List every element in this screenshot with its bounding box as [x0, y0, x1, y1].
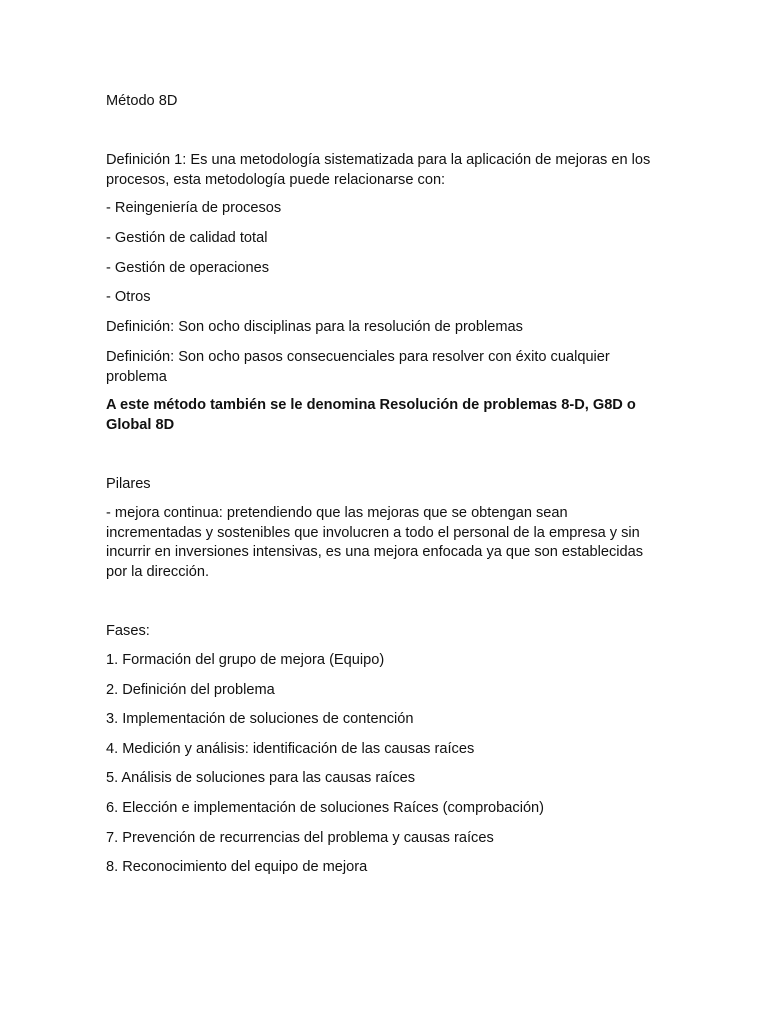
phase-item: 1. Formación del grupo de mejora (Equipo): [106, 652, 385, 668]
phase-item: 4. Medición y análisis: identificación de las causas raíces: [106, 741, 475, 757]
phase-item: 3. Implementación de soluciones de contención: [106, 711, 414, 727]
pillars-text: - mejora continua: pretendiendo que las mejoras que se obtengan sean incrementadas y sostenibles que involucren a todo el personal de la empresa y sin incurrir en inversiones intensivas, es una mejora enfocada ya que son establecidas por la dirección.: [106, 505, 644, 580]
phase-item: 7. Prevención de recurrencias del problema y causas raíces: [106, 830, 494, 846]
phases-heading: Fases:: [106, 623, 150, 639]
pillars-heading: Pilares: [106, 476, 151, 492]
relation-item: - Otros: [106, 289, 151, 305]
relation-item: - Gestión de calidad total: [106, 230, 268, 246]
phase-item: 5. Análisis de soluciones para las causas raíces: [106, 770, 416, 786]
phase-item: 8. Reconocimiento del equipo de mejora: [106, 859, 368, 875]
relation-item: - Gestión de operaciones: [106, 260, 270, 276]
document-title: Método 8D: [106, 93, 178, 109]
definition-2: Definición: Son ocho disciplinas para la resolución de problemas: [106, 319, 523, 335]
phase-item: 6. Elección e implementación de soluciones Raíces (comprobación): [106, 800, 545, 816]
phase-item: 2. Definición del problema: [106, 682, 275, 698]
also-known-as: A este método también se le denomina Resolución de problemas 8-D, G8D o Global 8D: [106, 397, 636, 433]
definition-3: Definición: Son ocho pasos consecuenciales para resolver con éxito cualquier problema: [106, 349, 610, 385]
definition-1: Definición 1: Es una metodología sistematizada para la aplicación de mejoras en los procesos, esta metodología puede relacionarse con:: [106, 152, 651, 188]
relation-item: - Reingeniería de procesos: [106, 200, 282, 216]
